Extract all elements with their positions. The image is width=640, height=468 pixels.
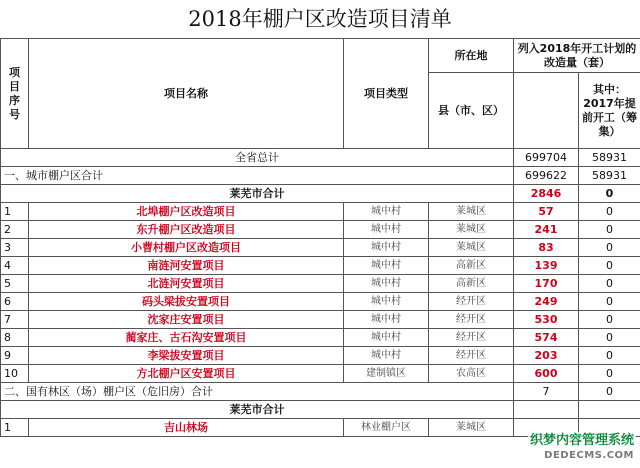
row-early: 0 bbox=[579, 311, 640, 329]
row-type: 城中村 bbox=[344, 257, 429, 275]
row-type: 城中村 bbox=[344, 347, 429, 365]
header-name: 项目名称 bbox=[29, 39, 344, 149]
header-no: 项目序号 bbox=[1, 39, 29, 149]
row-type: 城中村 bbox=[344, 329, 429, 347]
table-row bbox=[1, 293, 640, 311]
row-no: 7 bbox=[1, 311, 29, 329]
watermark-line1: 织梦内容管理系统 bbox=[529, 433, 634, 448]
row-early: 0 bbox=[579, 293, 640, 311]
row-early: 0 bbox=[579, 275, 640, 293]
row-county: 经开区 bbox=[429, 293, 514, 311]
header-location: 所在地 bbox=[429, 39, 514, 73]
row-name: 东升棚户区改造项目 bbox=[29, 221, 344, 239]
project-rows bbox=[1, 203, 640, 383]
row-planned: 574 bbox=[514, 329, 579, 347]
row-no: 2 bbox=[1, 221, 29, 239]
row-name: 方北棚户区安置项目 bbox=[29, 365, 344, 383]
row-county: 高新区 bbox=[429, 275, 514, 293]
row-type: 城中村 bbox=[344, 311, 429, 329]
row-name: 南涟河安置项目 bbox=[29, 257, 344, 275]
row-no: 8 bbox=[1, 329, 29, 347]
row-no: 1 bbox=[1, 203, 29, 221]
section2-label: 二、国有林区（场）棚户区（危旧房）合计 bbox=[1, 383, 514, 401]
row-type: 城中村 bbox=[344, 203, 429, 221]
section1-planned: 699622 bbox=[514, 167, 579, 185]
header-type: 项目类型 bbox=[344, 39, 429, 149]
province-total-label: 全省总计 bbox=[1, 149, 514, 167]
row-type: 城中村 bbox=[344, 275, 429, 293]
page-title: 2018年棚户区改造项目清单 bbox=[188, 7, 452, 31]
table-row bbox=[1, 347, 640, 365]
row-early: 0 bbox=[579, 257, 640, 275]
row-no: 3 bbox=[1, 239, 29, 257]
row-type: 城中村 bbox=[344, 293, 429, 311]
section2-early: 0 bbox=[579, 383, 640, 401]
laiwu-total-label: 莱芜市合计 bbox=[1, 185, 514, 203]
row-name: 沈家庄安置项目 bbox=[29, 311, 344, 329]
row-planned: 241 bbox=[514, 221, 579, 239]
province-total-early: 58931 bbox=[579, 149, 640, 167]
row-county: 经开区 bbox=[429, 329, 514, 347]
laiwu-total-planned: 2846 bbox=[514, 185, 579, 203]
laiwu-total2-early bbox=[579, 401, 640, 419]
province-total-planned: 699704 bbox=[514, 149, 579, 167]
table-row bbox=[1, 239, 640, 257]
table-row bbox=[1, 329, 640, 347]
row-county: 高新区 bbox=[429, 257, 514, 275]
laiwu-total2-planned bbox=[514, 401, 579, 419]
row-no: 10 bbox=[1, 365, 29, 383]
row-early: 0 bbox=[579, 329, 640, 347]
row-name: 北涟河安置项目 bbox=[29, 275, 344, 293]
row-county: 莱城区 bbox=[429, 239, 514, 257]
header-planned: 列入2018年开工计划的改造量（套） bbox=[514, 39, 640, 73]
header-planned-blank bbox=[514, 73, 579, 149]
table-row bbox=[1, 203, 640, 221]
row-no: 4 bbox=[1, 257, 29, 275]
project-table bbox=[0, 38, 640, 437]
row-county: 莱城区 bbox=[429, 203, 514, 221]
row-planned: 170 bbox=[514, 275, 579, 293]
row-county: 经开区 bbox=[429, 347, 514, 365]
row-early: 0 bbox=[579, 347, 640, 365]
row-early: 0 bbox=[579, 365, 640, 383]
row-planned: 57 bbox=[514, 203, 579, 221]
row-type: 城中村 bbox=[344, 239, 429, 257]
section1-early: 58931 bbox=[579, 167, 640, 185]
watermark-line2: DEDECMS.COM bbox=[544, 450, 634, 461]
row-planned: 600 bbox=[514, 365, 579, 383]
row-county: 莱城区 bbox=[429, 221, 514, 239]
header-early: 其中：2017年提前开工（筹集） bbox=[579, 73, 640, 149]
row-county: 农高区 bbox=[429, 365, 514, 383]
forest-row-no: 1 bbox=[1, 419, 29, 437]
section2-planned: 7 bbox=[514, 383, 579, 401]
row-planned: 83 bbox=[514, 239, 579, 257]
table-row bbox=[1, 275, 640, 293]
laiwu-total-early: 0 bbox=[579, 185, 640, 203]
header-county: 县（市、区） bbox=[429, 73, 514, 149]
watermark-logo bbox=[528, 432, 636, 464]
row-planned: 249 bbox=[514, 293, 579, 311]
row-early: 0 bbox=[579, 221, 640, 239]
table-row bbox=[1, 311, 640, 329]
row-no: 6 bbox=[1, 293, 29, 311]
table-row bbox=[1, 365, 640, 383]
row-planned: 203 bbox=[514, 347, 579, 365]
section1-label: 一、城市棚户区合计 bbox=[1, 167, 514, 185]
row-type: 城中村 bbox=[344, 221, 429, 239]
row-county: 经开区 bbox=[429, 311, 514, 329]
row-early: 0 bbox=[579, 203, 640, 221]
laiwu-total2-label: 莱芜市合计 bbox=[1, 401, 514, 419]
row-planned: 530 bbox=[514, 311, 579, 329]
row-no: 9 bbox=[1, 347, 29, 365]
row-type: 建制镇区 bbox=[344, 365, 429, 383]
forest-row-name: 吉山林场 bbox=[29, 419, 344, 437]
row-planned: 139 bbox=[514, 257, 579, 275]
row-name: 码头梁拔安置项目 bbox=[29, 293, 344, 311]
row-name: 小曹村棚户区改造项目 bbox=[29, 239, 344, 257]
forest-row-county: 莱城区 bbox=[429, 419, 514, 437]
row-no: 5 bbox=[1, 275, 29, 293]
row-early: 0 bbox=[579, 239, 640, 257]
row-name: 北埠棚户区改造项目 bbox=[29, 203, 344, 221]
forest-row-type: 林业棚户区 bbox=[344, 419, 429, 437]
row-name: 李梁拔安置项目 bbox=[29, 347, 344, 365]
row-name: 蔺家庄、古石沟安置项目 bbox=[29, 329, 344, 347]
table-row bbox=[1, 257, 640, 275]
table-row bbox=[1, 221, 640, 239]
